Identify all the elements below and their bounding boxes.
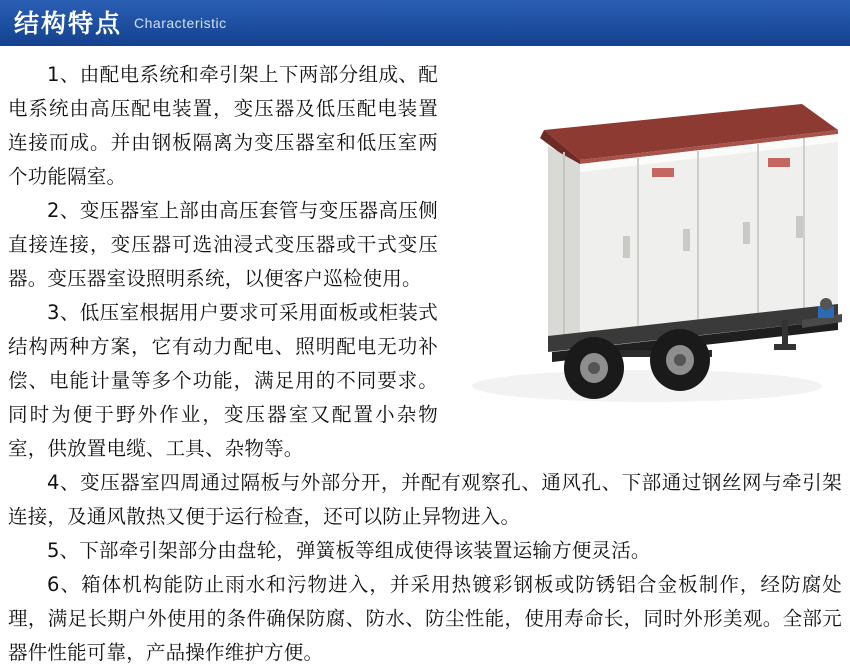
- wheel-front: [650, 329, 710, 391]
- article-body: [8, 58, 842, 670]
- section-header-bar: [0, 0, 850, 46]
- paragraph-4: 4、变压器室四周通过隔板与外部分开，并配有观察孔、通风孔、下部通过钢丝网与牵引架连接，及通风散热又便于运行检查，还可以防止异物进入。: [8, 471, 842, 528]
- paragraph-5: 5、下部牵引架部分由盘轮，弹簧板等组成使得该装置运输方便灵活。: [47, 539, 651, 562]
- mobile-substation-illustration: [452, 68, 842, 418]
- product-image: [452, 68, 842, 418]
- content-area: [0, 46, 850, 664]
- page-subtitle: Characteristic: [134, 14, 227, 31]
- wheel-rear: [564, 337, 624, 399]
- page-title: 结构特点: [14, 8, 123, 38]
- paragraph-1: 1、由配电系统和牵引架上下两部分组成、配电系统由高压配电装置，变压器及低压配电装置连接而成。并由钢板隔离为变压器室和低压室两个功能隔室。: [8, 63, 438, 188]
- paragraph-2: 2、变压器室上部由高压套管与变压器高压侧直接连接，变压器可选油浸式变压器或干式变压器。变压器室设照明系统，以便客户巡检使用。: [8, 199, 438, 290]
- paragraph-6: 6、箱体机构能防止雨水和污物进入，并采用热镀彩钢板或防锈铝合金板制作，经防腐处理，满足长期户外使用的条件确保防腐、防水、防尘性能，使用寿命长，同时外形美观。全部元器件性能可靠，产品操作维护方便。: [8, 573, 842, 664]
- paragraph-3: 3、低压室根据用户要求可采用面板或柜装式结构两种方案，它有动力配电、照明配电无功补偿、电能计量等多个功能，满足用的不同要求。同时为便于野外作业，变压器室又配置小杂物室，供放置电缆、工具、杂物等。: [8, 301, 438, 460]
